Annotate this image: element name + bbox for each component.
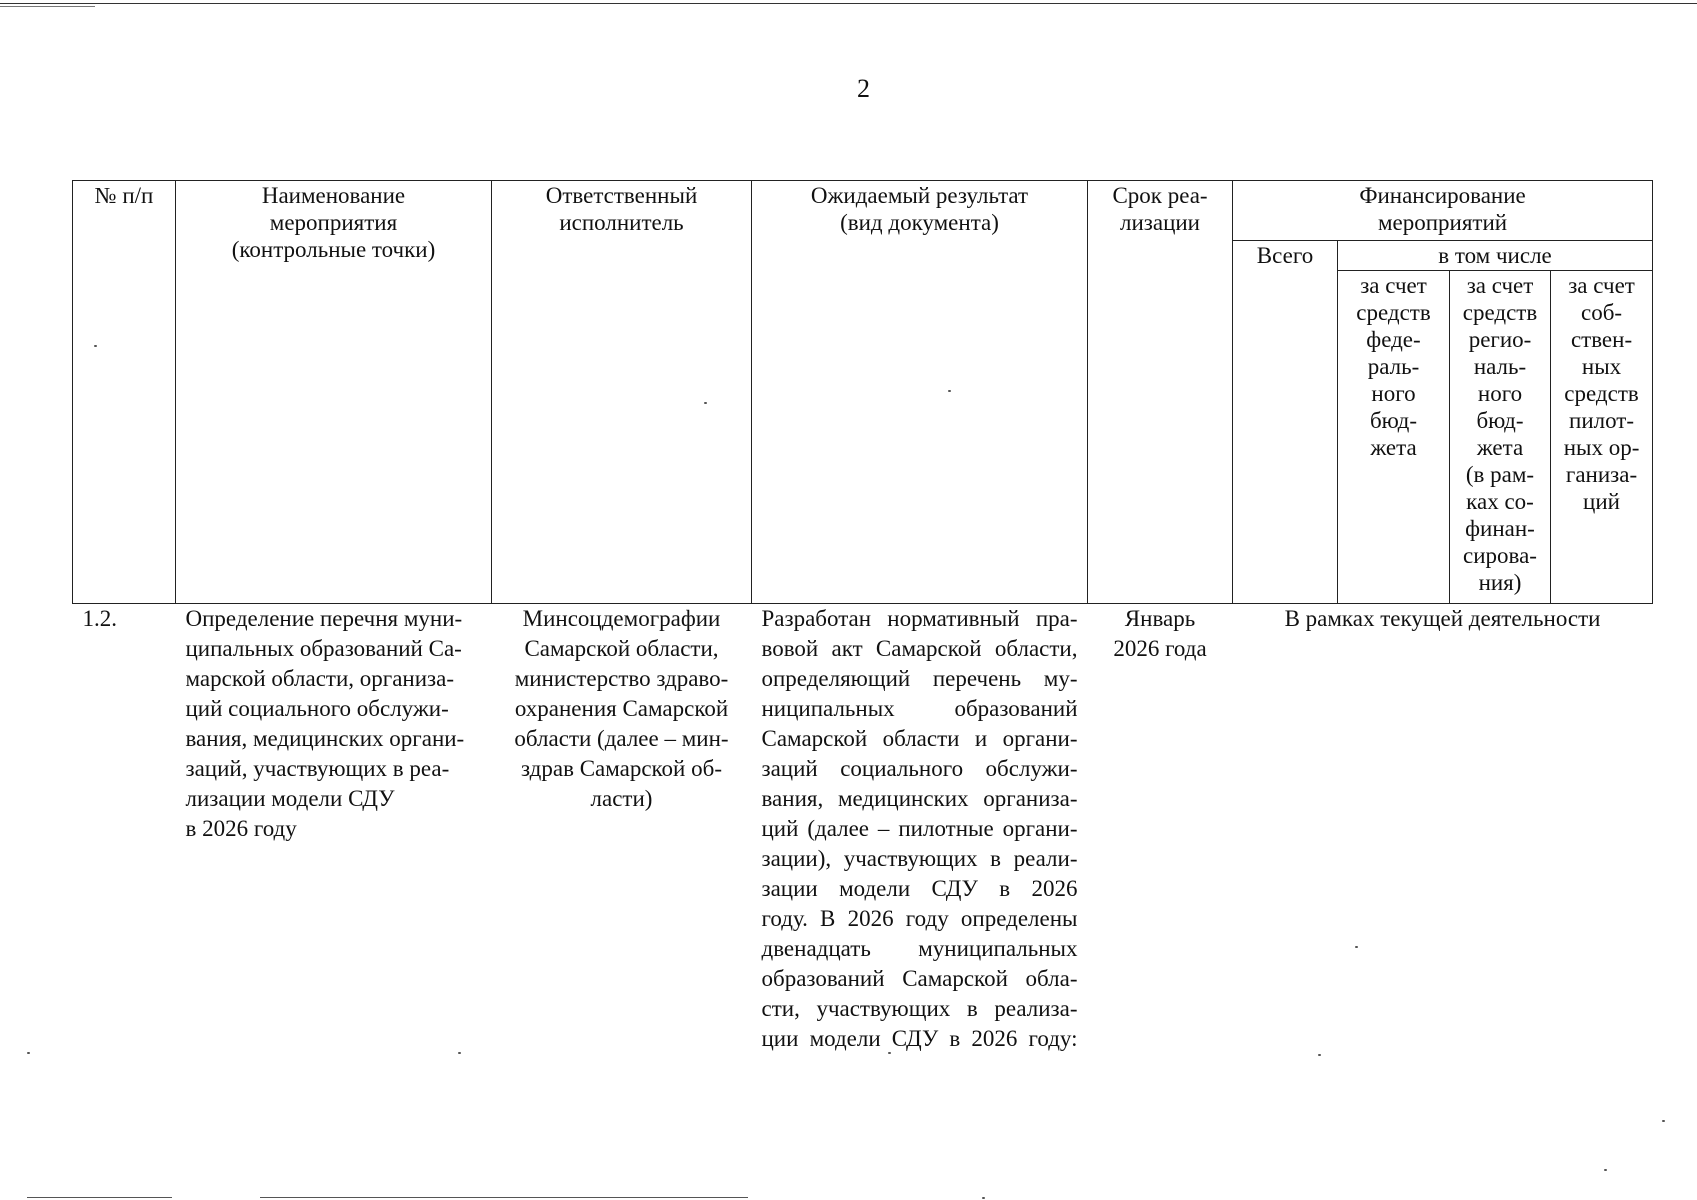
header-including: в том числе [1338,241,1653,271]
header-executor: Ответственный исполнитель [492,181,752,604]
scan-speck [27,1052,30,1054]
scan-mark [0,6,95,7]
header-total: Всего [1233,241,1338,604]
scan-speck [948,390,951,392]
scan-speck [888,1052,891,1054]
scan-speck [458,1052,461,1054]
header-num: № п/п [73,181,176,604]
row-num: 1.2. [82,606,117,631]
scan-speck [1355,946,1358,948]
row-executor: Минсоцдемографии Самарской области, министерство здраво- охранения Самарской области (далее – мин- здрав Самарской об- ласти) [514,606,729,811]
row-term: Январь 2026 года [1113,606,1207,661]
scan-speck [704,402,707,404]
plan-table [72,180,1653,1054]
scan-speck [94,345,97,347]
bottom-scan-line [27,1197,172,1198]
header-regional: за счет средств регио- наль- ного бюд- жета (в рам- ках со- финан- сирова- ния) [1450,271,1551,604]
row-financing: В рамках текущей деятельности [1284,606,1601,631]
header-financing: Финансирование мероприятий [1233,181,1653,241]
header-result: Ожидаемый результат (вид документа) [752,181,1088,604]
row-result: Разработан нормативный пра- вовой акт Самарской области, определяющий перечень му- ниципальных образований Самарской области и органи- заций социального обслужи- вания, медицинских организа- ций (далее – пилотные органи- зации), участвующих в реали- зации модели СДУ в 2026 году. В 2026 году определены двенадцать муниципальных образований Самарской обла- сти, участвующих в реализа- ции модели СДУ в 2026 году: [761,606,1078,1051]
header-name: Наименование мероприятия (контрольные точки) [176,181,492,604]
scan-speck [982,1197,985,1199]
table-row [73,604,1653,1055]
bottom-scan-line [260,1197,748,1198]
header-federal: за счет средств феде- раль- ного бюд- жета [1338,271,1450,604]
header-own: за счет соб- ствен- ных средств пилот- ных ор- ганиза- ций [1551,271,1653,604]
top-border-line [0,3,1697,4]
scan-speck [1318,1054,1321,1056]
row-name: Определение перечня муни- ципальных образований Са- марской области, организа- ций социального обслужи- вания, медицинских органи- заций, участвующих в реа- лизации модели СДУ в 2026 году [185,606,465,841]
scan-speck [1604,1169,1607,1171]
page-number: 2 [857,74,870,103]
header-term: Срок реа- лизации [1088,181,1233,604]
scan-speck [1662,1120,1665,1122]
